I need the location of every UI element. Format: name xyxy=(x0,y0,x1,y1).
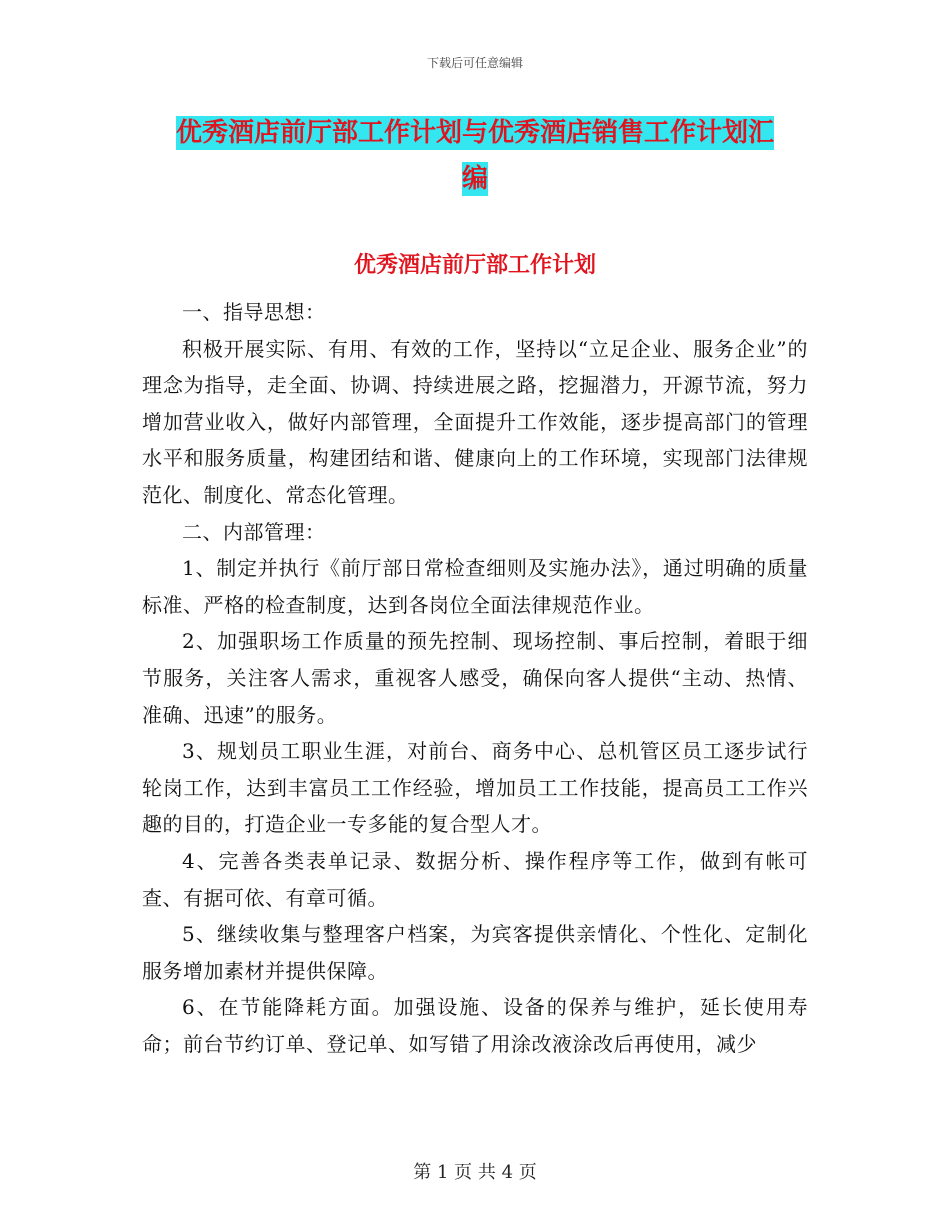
paragraph-item-1: 1、制定并执行《前厅部日常检查细则及实施办法》，通过明确的质量标准、严格的检查制度，达到各岗位全面法律规范作业。 xyxy=(142,556,808,617)
document-title-line1: 优秀酒店前厅部工作计划与优秀酒店销售工作计划汇 xyxy=(175,118,774,148)
paragraph-item-4: 4、完善各类表单记录、数据分析、操作程序等工作，做到有帐可查、有据可依、有章可循。 xyxy=(142,848,808,910)
document-title xyxy=(140,110,810,202)
document-body xyxy=(142,294,808,1062)
heading-internal-management: 二、内部管理： xyxy=(182,519,326,544)
section-title: 优秀酒店前厅部工作计划 xyxy=(353,253,596,278)
paragraph-item-5: 5、继续收集与整理客户档案，为宾客提供亲情化、个性化、定制化服务增加素材并提供保障。 xyxy=(142,922,808,983)
header-note: 下载后可任意编辑 xyxy=(426,56,523,70)
paragraph-item-3: 3、规划员工职业生涯，对前台、商务中心、总机管区员工逐步试行轮岗工作，达到丰富员工工作经验，增加员工工作技能，提高员工工作兴趣的目的，打造企业一专多能的复合型人才。 xyxy=(142,739,808,837)
paragraph-item-2: 2、加强职场工作质量的预先控制、现场控制、事后控制，着眼于细节服务，关注客人需求，重视客人感受，确保向客人提供“主动、热情、准确、迅速”的服务。 xyxy=(142,629,808,727)
paragraph-item-6: 6、在节能降耗方面。加强设施、设备的保养与维护，延长使用寿命；前台节约订单、登记单、如写错了用涂改液涂改后再使用，减少 xyxy=(142,995,808,1056)
paragraph-guiding-ideology: 积极开展实际、有用、有效的工作，坚持以“立足企业、服务企业”的理念为指导，走全面、协调、持续进展之路，挖掘潜力，开源节流，努力增加营业收入，做好内部管理，全面提升工作效能，逐步提高部门的管理水平和服务质量，构建团结和谐、健康向上的工作环境，实现部门法律规范化、制度化、常态化管理。 xyxy=(142,336,808,507)
document-title-line2: 编 xyxy=(461,164,488,194)
page-footer: 第 1 页 共 4 页 xyxy=(413,1162,537,1183)
heading-guiding-ideology: 一、指导思想： xyxy=(182,300,326,324)
